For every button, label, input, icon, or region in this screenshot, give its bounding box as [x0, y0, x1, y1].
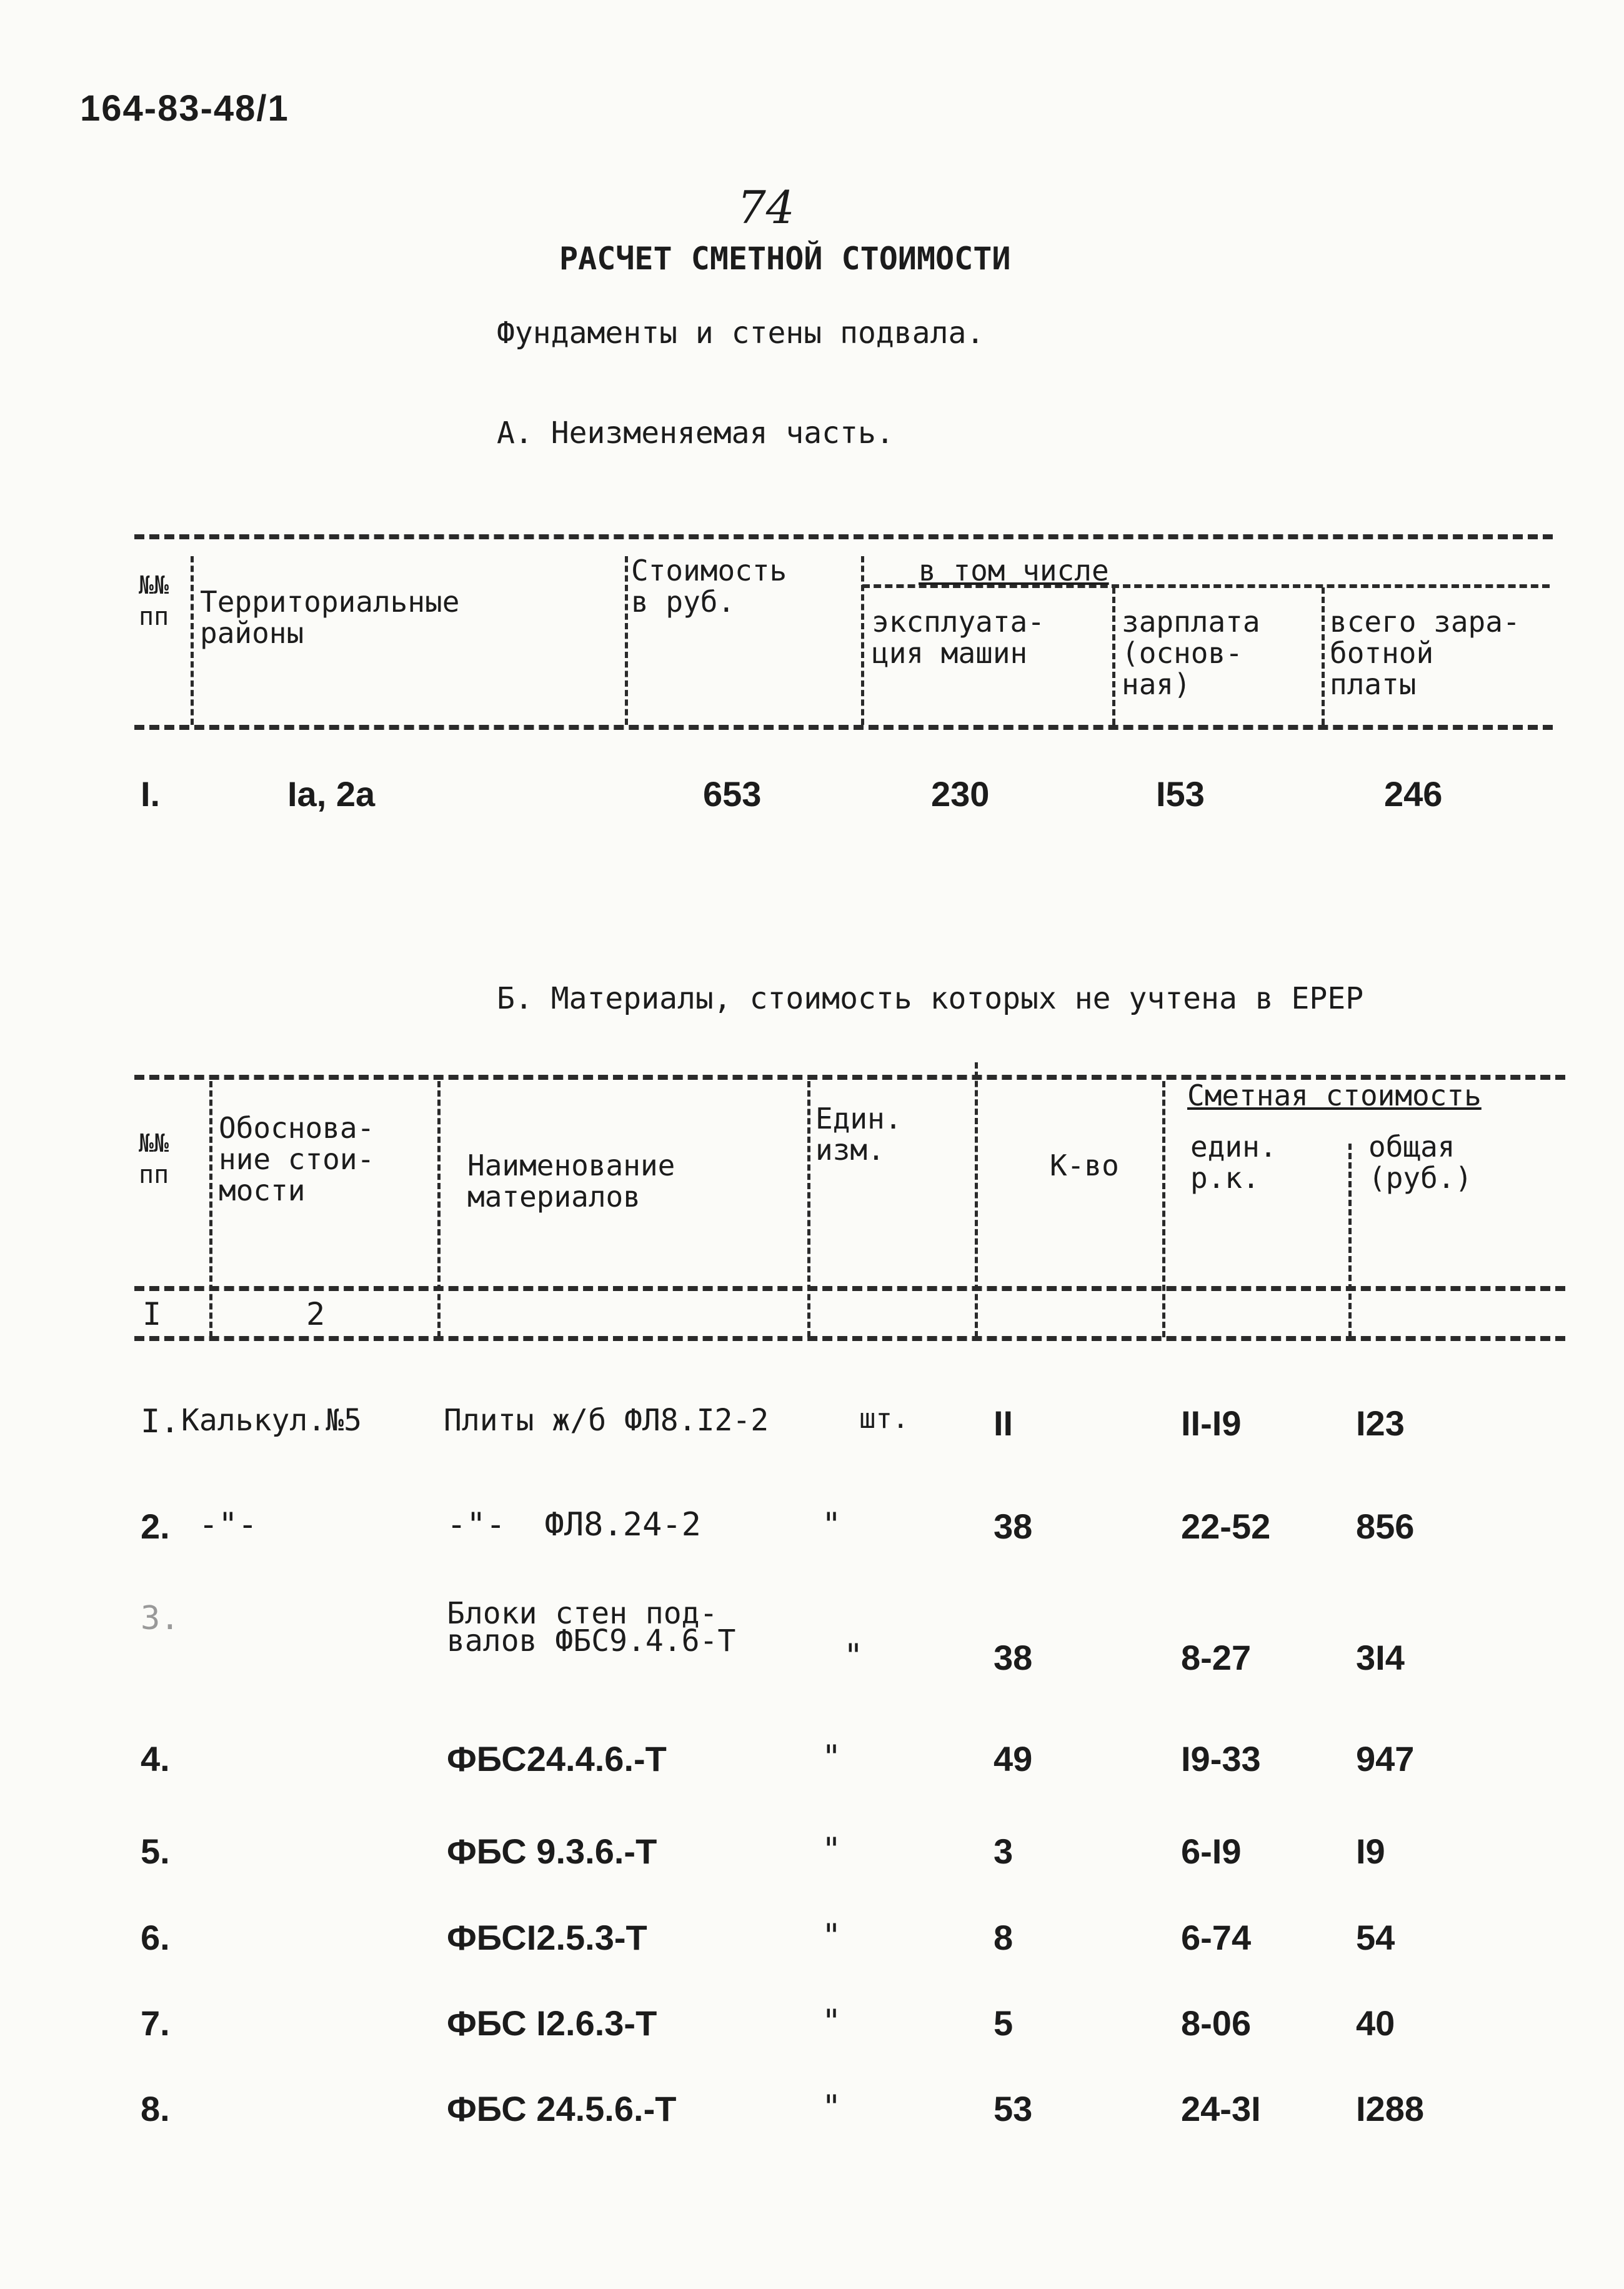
col-machines-header: эксплуата- ция машин [872, 605, 1045, 670]
row-name-line1: Блоки стен под- [447, 1596, 718, 1631]
row-unit-price: 24-3I [1181, 2089, 1261, 2128]
row-total: 54 [1356, 1918, 1395, 1957]
row-unit-price: 8-06 [1181, 2003, 1252, 2043]
col-salary-header: зарплата (основ- ная) [1122, 605, 1260, 701]
row-qty: II [994, 1404, 1014, 1443]
row-unit: " [844, 1637, 864, 1675]
row-total: 947 [1356, 1739, 1415, 1778]
section-a-heading: А. Неизменяемая часть. [497, 416, 894, 451]
row-qty: 3 [994, 1832, 1014, 1871]
row-num: I. [141, 1403, 180, 1440]
table-a-vrule [625, 556, 628, 725]
row-total: I288 [1356, 2089, 1424, 2128]
table-a-vrule [1322, 587, 1325, 725]
table-a-vrule [191, 556, 194, 725]
row-num: 8. [141, 2089, 170, 2128]
row-name-line2: валов ФБС9.4.6-Т [447, 1623, 736, 1658]
row-unit: " [822, 2003, 842, 2040]
row-salary: I53 [1156, 774, 1205, 814]
row-num: 5. [141, 1832, 170, 1871]
page-title: РАСЧЕТ СМЕТНОЙ СТОИМОСТИ [559, 241, 1011, 277]
row-unit-price: 22-52 [1181, 1507, 1271, 1546]
row-qty: 38 [994, 1507, 1033, 1546]
row-total: I9 [1356, 1832, 1385, 1871]
row-qty: 38 [994, 1638, 1033, 1677]
row-cost: 653 [703, 774, 762, 814]
col-qty-header: К-во [1050, 1149, 1119, 1182]
table-b-vrule [1162, 1081, 1165, 1337]
table-b-vrule [209, 1081, 212, 1337]
row-total: I23 [1356, 1404, 1405, 1443]
row-num: 6. [141, 1918, 170, 1957]
row-total-salary: 246 [1384, 774, 1443, 814]
table-a-bottom-rule [134, 725, 1553, 730]
row-total: 40 [1356, 2003, 1395, 2043]
row-qty: 49 [994, 1739, 1033, 1778]
col-total-salary-header: всего зара- ботной платы [1330, 605, 1520, 701]
row-unit: " [822, 1831, 842, 1868]
row-name: ФБС 24.5.6.-Т [447, 2089, 677, 2128]
row-num: 7. [141, 2003, 170, 2043]
row-unit: " [822, 1917, 842, 1955]
row-num: 2. [141, 1507, 170, 1546]
row-qty: 5 [994, 2003, 1014, 2043]
col-basis-header: Обоснова- ние стои- мости [219, 1111, 375, 1207]
row-machines: 230 [931, 774, 990, 814]
col-total-header: общая (руб.) [1368, 1130, 1473, 1195]
row-unit-price: 8-27 [1181, 1638, 1252, 1677]
row-name: -"- ФЛ8.24-2 [447, 1506, 701, 1543]
row-qty: 8 [994, 1918, 1014, 1957]
row-name: ФБСI2.5.3-Т [447, 1918, 647, 1957]
row-num: 3. [141, 1600, 180, 1637]
page-number: 74 [737, 181, 795, 234]
row-name: ФБС I2.6.3-Т [447, 2003, 657, 2043]
row-unit-price: 6-74 [1181, 1918, 1252, 1957]
col-num-header: №№ пп [139, 1129, 169, 1189]
table-b-vrule [437, 1081, 441, 1337]
col-cost-header: Стоимость в руб. [631, 554, 787, 619]
table-a-vrule [1112, 587, 1115, 725]
row-unit-price: 6-I9 [1181, 1832, 1242, 1871]
row-total: 856 [1356, 1507, 1415, 1546]
row-qty: 53 [994, 2089, 1033, 2128]
table-b-vrule [1348, 1144, 1352, 1337]
col-unit-header: Един. изм. [815, 1102, 902, 1167]
row-unit-price: I9-33 [1181, 1739, 1261, 1778]
col-including-header: в том числе [919, 554, 1109, 587]
table-b-vrule [807, 1081, 810, 1337]
table-b-vrule [975, 1062, 978, 1337]
section-b-heading: Б. Материалы, стоимость которых не учтена в ЕРЕР [497, 981, 1364, 1016]
row-name: ФБС24.4.6.-Т [447, 1739, 667, 1778]
row-name: ФБС 9.3.6.-Т [447, 1832, 657, 1871]
document-code: 164-83-48/1 [80, 88, 289, 129]
row-unit: " [822, 1506, 842, 1543]
row-basis: -"- [199, 1506, 257, 1543]
col-unit-price-header: един. р.к. [1190, 1130, 1277, 1195]
col-estimated-cost-header: Сметная стоимость [1187, 1079, 1482, 1112]
table-a-vrule [861, 556, 864, 725]
row-total: 3I4 [1356, 1638, 1405, 1677]
col-name-header: Наименование материалов [467, 1149, 675, 1214]
row-unit: шт. [859, 1403, 909, 1435]
row-name: Плиты ж/б ФЛ8.I2-2 [444, 1403, 769, 1438]
col-number-1: I [142, 1296, 162, 1332]
row-basis: Калькул.№5 [181, 1403, 362, 1438]
col-num-header: №№ пп [139, 571, 169, 631]
row-unit: " [822, 2088, 842, 2126]
page-subtitle: Фундаменты и стены подвала. [497, 316, 985, 351]
table-a-top-rule [134, 534, 1553, 539]
row-num: I. [141, 774, 161, 814]
col-territory-header: Территориальные районы [200, 585, 460, 650]
row-unit: " [822, 1738, 842, 1776]
col-number-2: 2 [306, 1296, 326, 1332]
row-num: 4. [141, 1739, 170, 1778]
row-unit-price: II-I9 [1181, 1404, 1242, 1443]
row-territory: Iа, 2а [287, 774, 376, 814]
